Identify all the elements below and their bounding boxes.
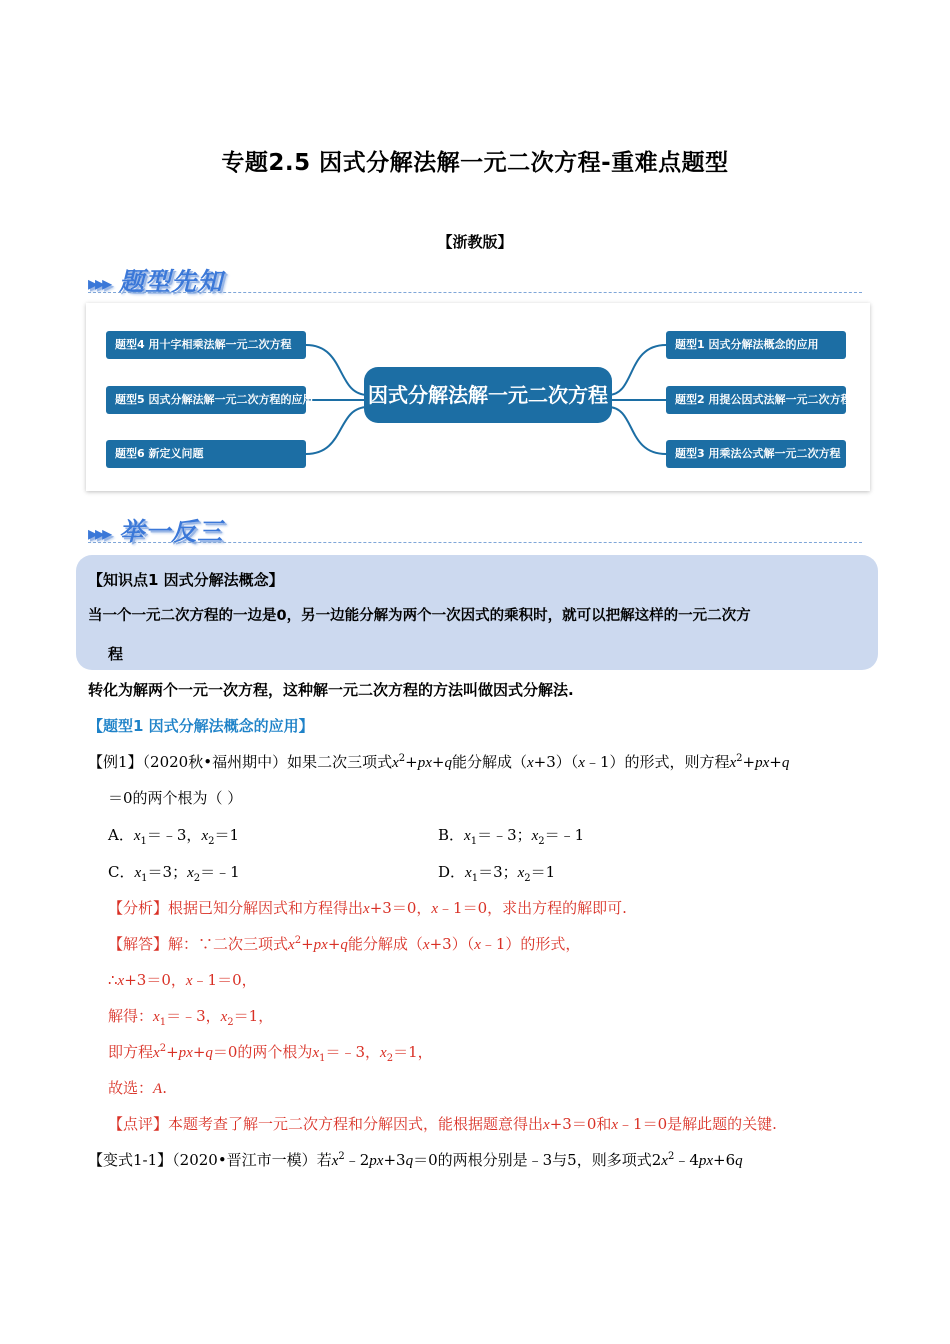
solution-line-4: 即方程$x^2+px+q=0$的两个根为$x_1=﹣3$，$x_2=1$， xyxy=(108,1043,433,1064)
text: . xyxy=(162,1079,167,1097)
mindmap-center: 因式分解法解一元二次方程 xyxy=(364,367,612,423)
text: ＝1 xyxy=(530,863,556,881)
text: ＝﹣3， xyxy=(146,826,202,844)
example1-line-1: 【例1】（2020秋•福州期中）如果二次三项式$x^2+px+q$能分解成（x+3）（x﹣1）的形式，则方程$x^2+px+q$ xyxy=(88,753,790,771)
text: 解得： xyxy=(108,1007,154,1025)
text: 能分解成（ xyxy=(451,753,527,771)
triple-arrow-icon: ▸▸▸ xyxy=(88,271,110,295)
edition-label: 【浙教版】 xyxy=(437,233,513,251)
text: +3）（ xyxy=(533,753,579,771)
mindmap-node-type1: 题型1 因式分解法概念的应用 xyxy=(666,331,846,359)
text: ＝﹣3， xyxy=(325,1043,381,1061)
text: ﹣1）的形式，则方程 xyxy=(584,753,730,771)
text: ﹣1）的形式， xyxy=(480,935,581,953)
text: +3＝0， xyxy=(369,899,432,917)
example-source: （2020秋•福州期中） xyxy=(142,753,288,771)
solution-label: 【解答】 xyxy=(108,935,169,953)
mindmap-node-type4: 题型4 用十字相乘法解一元二次方程 xyxy=(106,331,306,359)
text: ＝1， xyxy=(233,1007,274,1025)
banner-question-types xyxy=(88,262,224,296)
option-c: C．$x_1=3$；$x_2=﹣1$ xyxy=(108,863,240,884)
banner-text: 举一反三 xyxy=(119,517,224,546)
text: 本题考查了解一元二次方程和分解因式，能根据题意得出 xyxy=(168,1115,544,1133)
text: 即方程 xyxy=(108,1043,154,1061)
text: ＝0的两个根为 xyxy=(212,1043,313,1061)
solution-line-1: 【解答】解：∵二次三项式$x^2+px+q$能分解成（x+3）（x﹣1）的形式， xyxy=(108,935,581,953)
divider xyxy=(88,542,862,543)
text: ﹣1＝0是解此题的关键. xyxy=(618,1115,777,1133)
text: ＝﹣3， xyxy=(166,1007,221,1025)
text: +3 xyxy=(383,1151,406,1169)
text: ﹣4 xyxy=(674,1151,699,1169)
text: ∴ xyxy=(108,971,118,989)
knowledge-line-2: 程 xyxy=(108,645,124,663)
page-title: 专题2.5 因式分解法解一元二次方程-重难点题型 xyxy=(221,150,729,176)
text: ＝﹣3； xyxy=(477,826,532,844)
option-letter: D． xyxy=(438,863,466,881)
option-letter: C． xyxy=(108,863,135,881)
text: ＝1， xyxy=(393,1043,433,1061)
text: ＝﹣1 xyxy=(200,863,240,881)
text: ＝﹣1 xyxy=(544,826,585,844)
variant-line: 【变式1-1】（2020•晋江市一模）若$x^2﹣2px+3q=0$的两根分别是﹣3与5，则多项式$2x^2﹣4px+6q$ xyxy=(88,1151,743,1169)
banner-practice xyxy=(88,512,224,546)
text: 故选： xyxy=(108,1079,154,1097)
solution-line-5 xyxy=(108,1077,167,1100)
triple-arrow-icon: ▸▸▸ xyxy=(88,521,110,545)
mindmap-node-type5: 题型5 因式分解法解一元二次方程的应用 xyxy=(106,386,306,414)
analysis-label: 【分析】 xyxy=(108,899,169,917)
text: 能分解成（ xyxy=(347,935,423,953)
knowledge-heading: 【知识点1 因式分解法概念】 xyxy=(88,571,284,589)
text: ﹣1＝0，求出方程的解即可. xyxy=(438,899,627,917)
text: ＝3； xyxy=(478,863,518,881)
text: ＝1 xyxy=(214,826,240,844)
answer: A xyxy=(153,1081,163,1097)
example-label: 【例1】 xyxy=(88,753,143,771)
option-a: A．$x_1=﹣3$，$x_2=1$ xyxy=(108,826,240,847)
knowledge-line-3: 转化为解两个一元一次方程，这种解一元二次方程的方法叫做因式分解法. xyxy=(88,681,574,699)
comment-line: 【点评】本题考查了解一元二次方程和分解因式，能根据题意得出x+3＝0和x﹣1＝0是解此题的关键. xyxy=(108,1115,777,1133)
text: 根据已知分解因式和方程得出 xyxy=(168,899,364,917)
text: +3＝0和 xyxy=(549,1115,612,1133)
mindmap xyxy=(86,303,870,491)
option-letter: B． xyxy=(438,826,465,844)
divider xyxy=(88,292,862,293)
text: ＝3； xyxy=(147,863,188,881)
option-b: B．$x_1=﹣3$；$x_2=﹣1$ xyxy=(438,826,585,847)
text: 若 xyxy=(316,1151,332,1169)
text: +3＝0， xyxy=(124,971,186,989)
mindmap-node-type6: 题型6 新定义问题 xyxy=(106,440,306,468)
solution-line-2: ∴x+3＝0，x﹣1＝0， xyxy=(108,971,257,989)
knowledge-line-1: 当一个一元二次方程的一边是0，另一边能分解为两个一次因式的乘积时，就可以把解这样的一元二次方 xyxy=(88,608,751,624)
text: ＝0的两根分别是﹣3与5，则多项式2 xyxy=(413,1151,662,1169)
text: 解：∵二次三项式 xyxy=(168,935,289,953)
text: 如果二次三项式 xyxy=(287,753,393,771)
text: +3）（ xyxy=(429,935,475,953)
mindmap-node-type2: 题型2 用提公因式法解一元二次方程 xyxy=(666,386,846,414)
option-letter: A． xyxy=(108,826,134,844)
mindmap-node-type3: 题型3 用乘法公式解一元二次方程 xyxy=(666,440,846,468)
example1-line-2: ＝0的两个根为（ ） xyxy=(108,789,243,807)
type1-heading: 【题型1 因式分解法概念的应用】 xyxy=(88,717,314,735)
variant-source: （2020•晋江市一模） xyxy=(172,1151,317,1169)
analysis-line: 【分析】根据已知分解因式和方程得出x+3＝0，x﹣1＝0，求出方程的解即可. xyxy=(108,899,627,917)
comment-label: 【点评】 xyxy=(108,1115,169,1133)
text: +6 xyxy=(713,1151,736,1169)
banner-text: 题型先知 xyxy=(119,267,224,296)
variant-label: 【变式1-1】 xyxy=(88,1151,173,1169)
text: ﹣1＝0， xyxy=(192,971,257,989)
text: ﹣2 xyxy=(344,1151,370,1169)
solution-line-3: 解得：$x_1=﹣3$，$x_2=1$， xyxy=(108,1007,274,1028)
option-d: D．$x_1=3$；$x_2=1$ xyxy=(438,863,556,884)
